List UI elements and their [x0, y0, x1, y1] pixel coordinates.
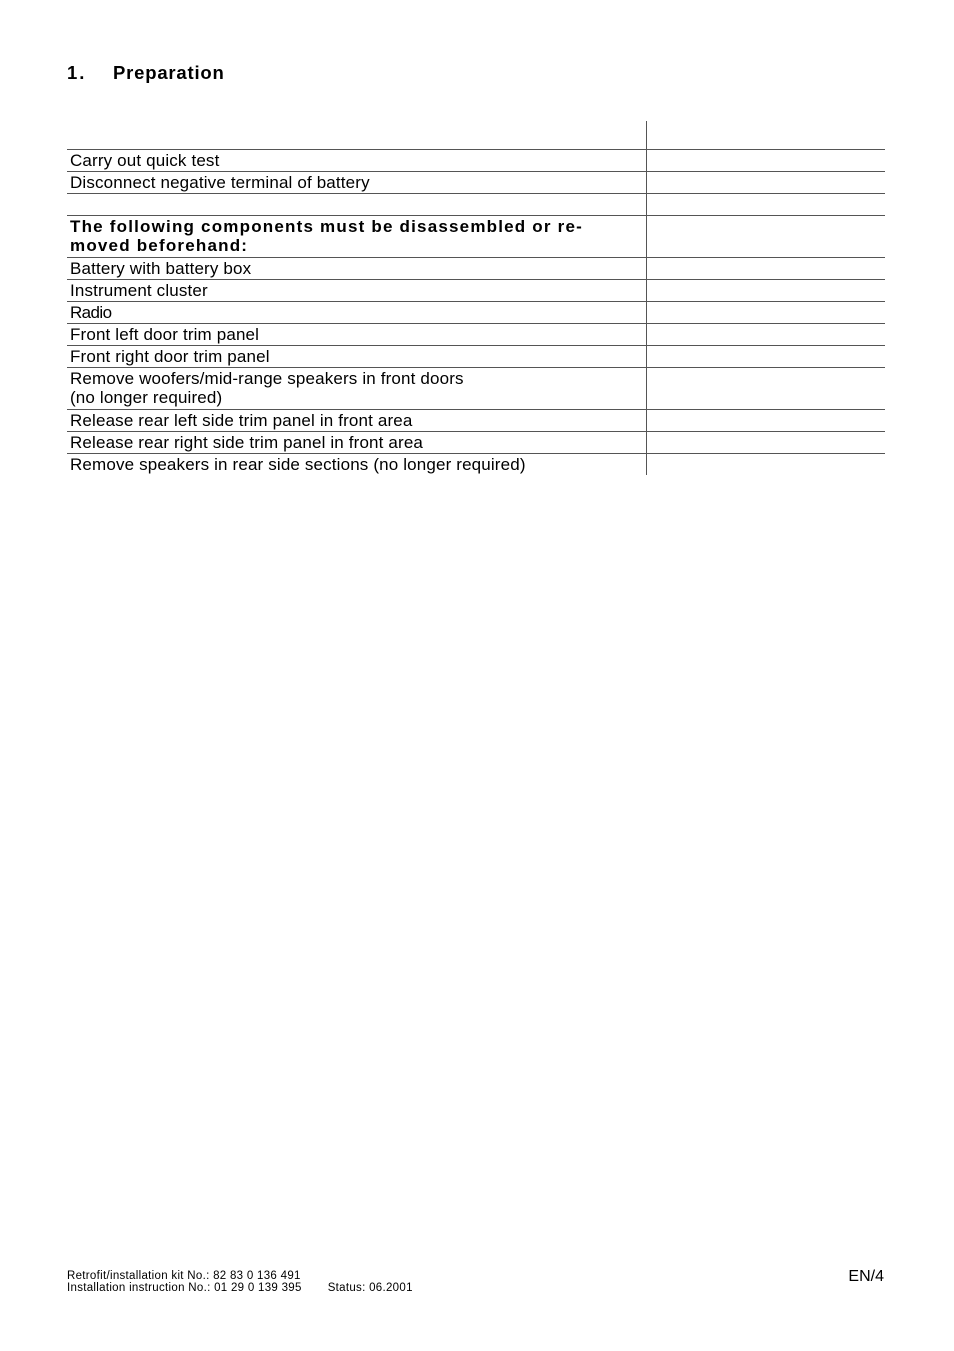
component-text: Front right door trim panel	[70, 347, 270, 366]
table-row	[67, 323, 885, 345]
page-number: EN/4	[848, 1268, 884, 1285]
check-column-cell	[646, 150, 885, 171]
check-column-cell	[646, 302, 885, 323]
table-row	[67, 367, 885, 409]
check-column-cell	[646, 432, 885, 453]
kit-number: Retrofit/installation kit No.: 82 83 0 136 491	[67, 1270, 301, 1282]
table-row	[67, 279, 885, 301]
check-column-cell	[646, 324, 885, 345]
check-column-cell	[646, 346, 885, 367]
check-column-cell	[646, 258, 885, 279]
table-row-empty	[67, 193, 885, 215]
components-heading-line-2: moved beforehand:	[70, 236, 249, 255]
document-footer	[67, 1270, 413, 1294]
component-text: Instrument cluster	[70, 281, 208, 300]
table-header-row	[67, 121, 885, 149]
components-heading-line-1: The following components must be disassembled or re-	[70, 217, 583, 236]
table-row	[67, 409, 885, 431]
step-text: Remove speakers in rear side sections (no longer required)	[70, 455, 526, 474]
table-row	[67, 171, 885, 193]
table-row	[67, 453, 885, 475]
component-text: Radio	[70, 303, 112, 322]
woofers-step	[67, 368, 646, 409]
table-row	[67, 345, 885, 367]
preparation-table	[67, 121, 885, 475]
step-text: Release rear right side trim panel in front area	[70, 433, 424, 452]
check-column-cell	[646, 172, 885, 193]
woofers-step-line-1: Remove woofers/mid-range speakers in front doors	[70, 369, 464, 388]
check-column-cell	[646, 194, 885, 215]
step-text: Disconnect negative terminal of battery	[70, 173, 370, 192]
status-date: Status: 06.2001	[327, 1282, 413, 1294]
table-row	[67, 149, 885, 171]
step-text: Carry out quick test	[70, 151, 220, 170]
woofers-step-line-2: (no longer required)	[70, 388, 223, 407]
check-column-cell	[646, 216, 885, 257]
component-text: Battery with battery box	[70, 259, 252, 278]
table-row	[67, 301, 885, 323]
component-text: Front left door trim panel	[70, 325, 260, 344]
table-row	[67, 257, 885, 279]
section-title: Preparation	[113, 62, 225, 83]
check-column-cell	[646, 410, 885, 431]
check-column-cell	[646, 121, 885, 149]
table-row	[67, 431, 885, 453]
components-heading-row	[67, 215, 885, 257]
check-column-cell	[646, 368, 885, 409]
components-heading	[67, 216, 646, 257]
instruction-line	[67, 1282, 413, 1294]
step-text: Release rear left side trim panel in front area	[70, 411, 413, 430]
instruction-number: Installation instruction No.: 01 29 0 139 395	[67, 1282, 302, 1294]
check-column-cell	[646, 454, 885, 475]
section-heading	[67, 62, 225, 84]
section-number: 1.	[67, 62, 87, 83]
check-column-cell	[646, 280, 885, 301]
